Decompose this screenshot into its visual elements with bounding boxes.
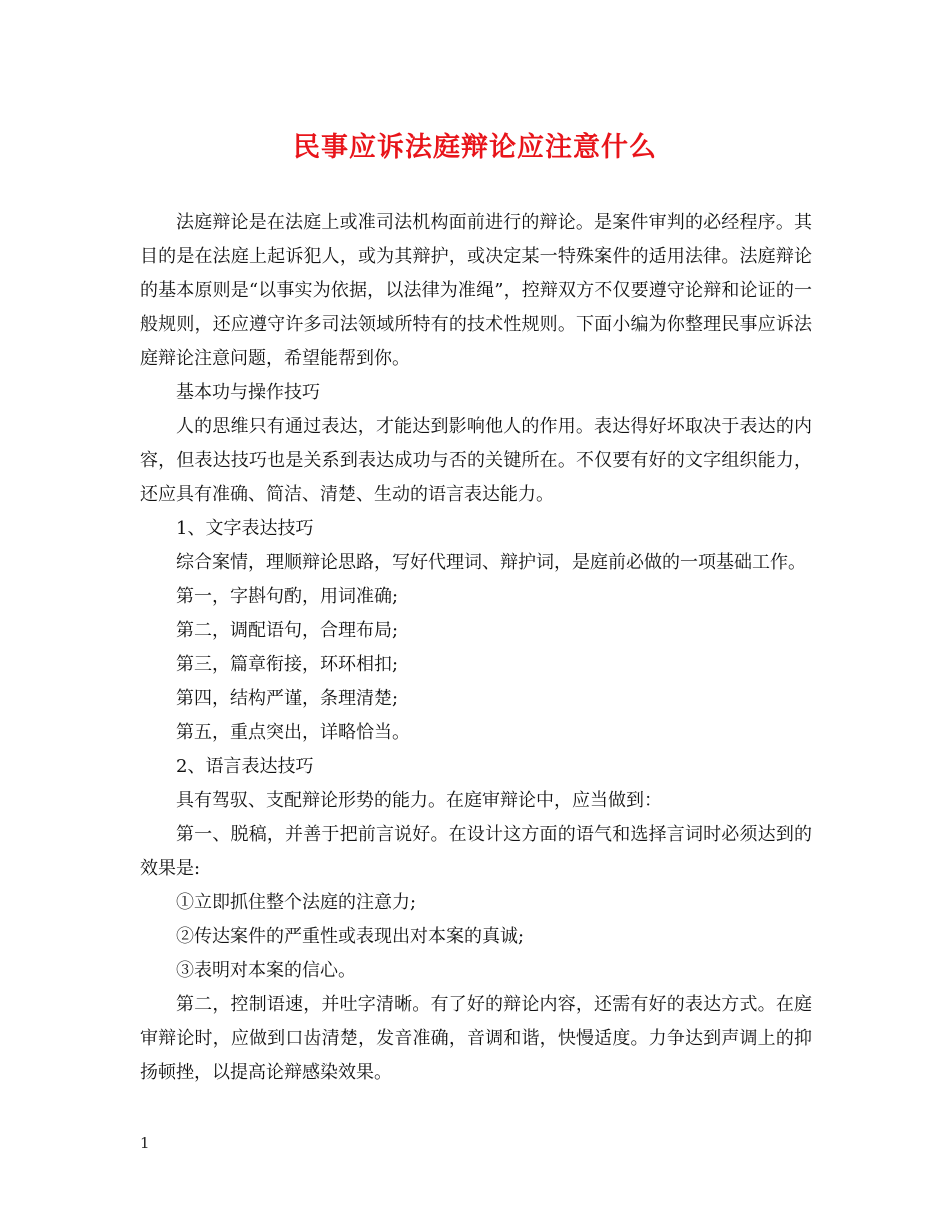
- section-heading-basics: 基本功与操作技巧: [176, 382, 320, 403]
- sub-item-oral-3: ③表明对本案的信心。: [176, 960, 356, 981]
- section-heading-written: 1、文字表达技巧: [176, 518, 314, 539]
- section-heading-oral: 2、语言表达技巧: [176, 756, 314, 777]
- list-item-written-1: 第一，字斟句酌，用词准确;: [176, 586, 399, 607]
- paragraph-intro: 法庭辩论是在法庭上或准司法机构面前进行的辩论。是案件审判的必经程序。其目的是在法庭上起诉犯人，或为其辩护，或决定某一特殊案件的适用法律。法庭辩论的基本原则是“以事实为依据，以法律为准绳”，控辩双方不仅要遵守论辩和论证的一般规则，还应遵守许多司法领域所特有的技术性规则。下面小编为你整理民事应诉法庭辩论注意问题，希望能帮到你。: [140, 212, 812, 369]
- sub-item-oral-2: ②传达案件的严重性或表现出对本案的真诚;: [176, 926, 525, 947]
- paragraph-expression: 人的思维只有通过表达，才能达到影响他人的作用。表达得好坏取决于表达的内容，但表达技巧也是关系到表达成功与否的关键所在。不仅要有好的文字组织能力，还应具有准确、简洁、清楚、生动的语言表达能力。: [140, 416, 812, 505]
- page-number: 1: [140, 1134, 150, 1152]
- list-item-written-3: 第三，篇章衔接，环环相扣;: [176, 654, 399, 675]
- paragraph-oral-intro: 具有驾驭、支配辩论形势的能力。在庭审辩论中，应当做到：: [176, 790, 662, 811]
- list-item-oral-1: 第一、脱稿，并善于把前言说好。在设计这方面的语气和选择言词时必须达到的效果是:: [140, 824, 812, 879]
- sub-item-oral-1: ①立即抓住整个法庭的注意力;: [176, 892, 417, 913]
- paragraph-written-intro: 综合案情，理顺辩论思路，写好代理词、辩护词，是庭前必做的一项基础工作。: [176, 552, 806, 573]
- list-item-oral-2: 第二，控制语速，并吐字清晰。有了好的辩论内容，还需有好的表达方式。在庭审辩论时，应做到口齿清楚，发音准确，音调和谐，快慢适度。力争达到声调上的抑扬顿挫，以提高论辩感染效果。: [140, 994, 812, 1083]
- document-body: [140, 206, 812, 1090]
- list-item-written-5: 第五，重点突出，详略恰当。: [176, 722, 410, 743]
- document-title: 民事应诉法庭辩论应注意什么: [293, 132, 657, 163]
- list-item-written-4: 第四，结构严谨，条理清楚;: [176, 688, 399, 709]
- list-item-written-2: 第二，调配语句，合理布局;: [176, 620, 399, 641]
